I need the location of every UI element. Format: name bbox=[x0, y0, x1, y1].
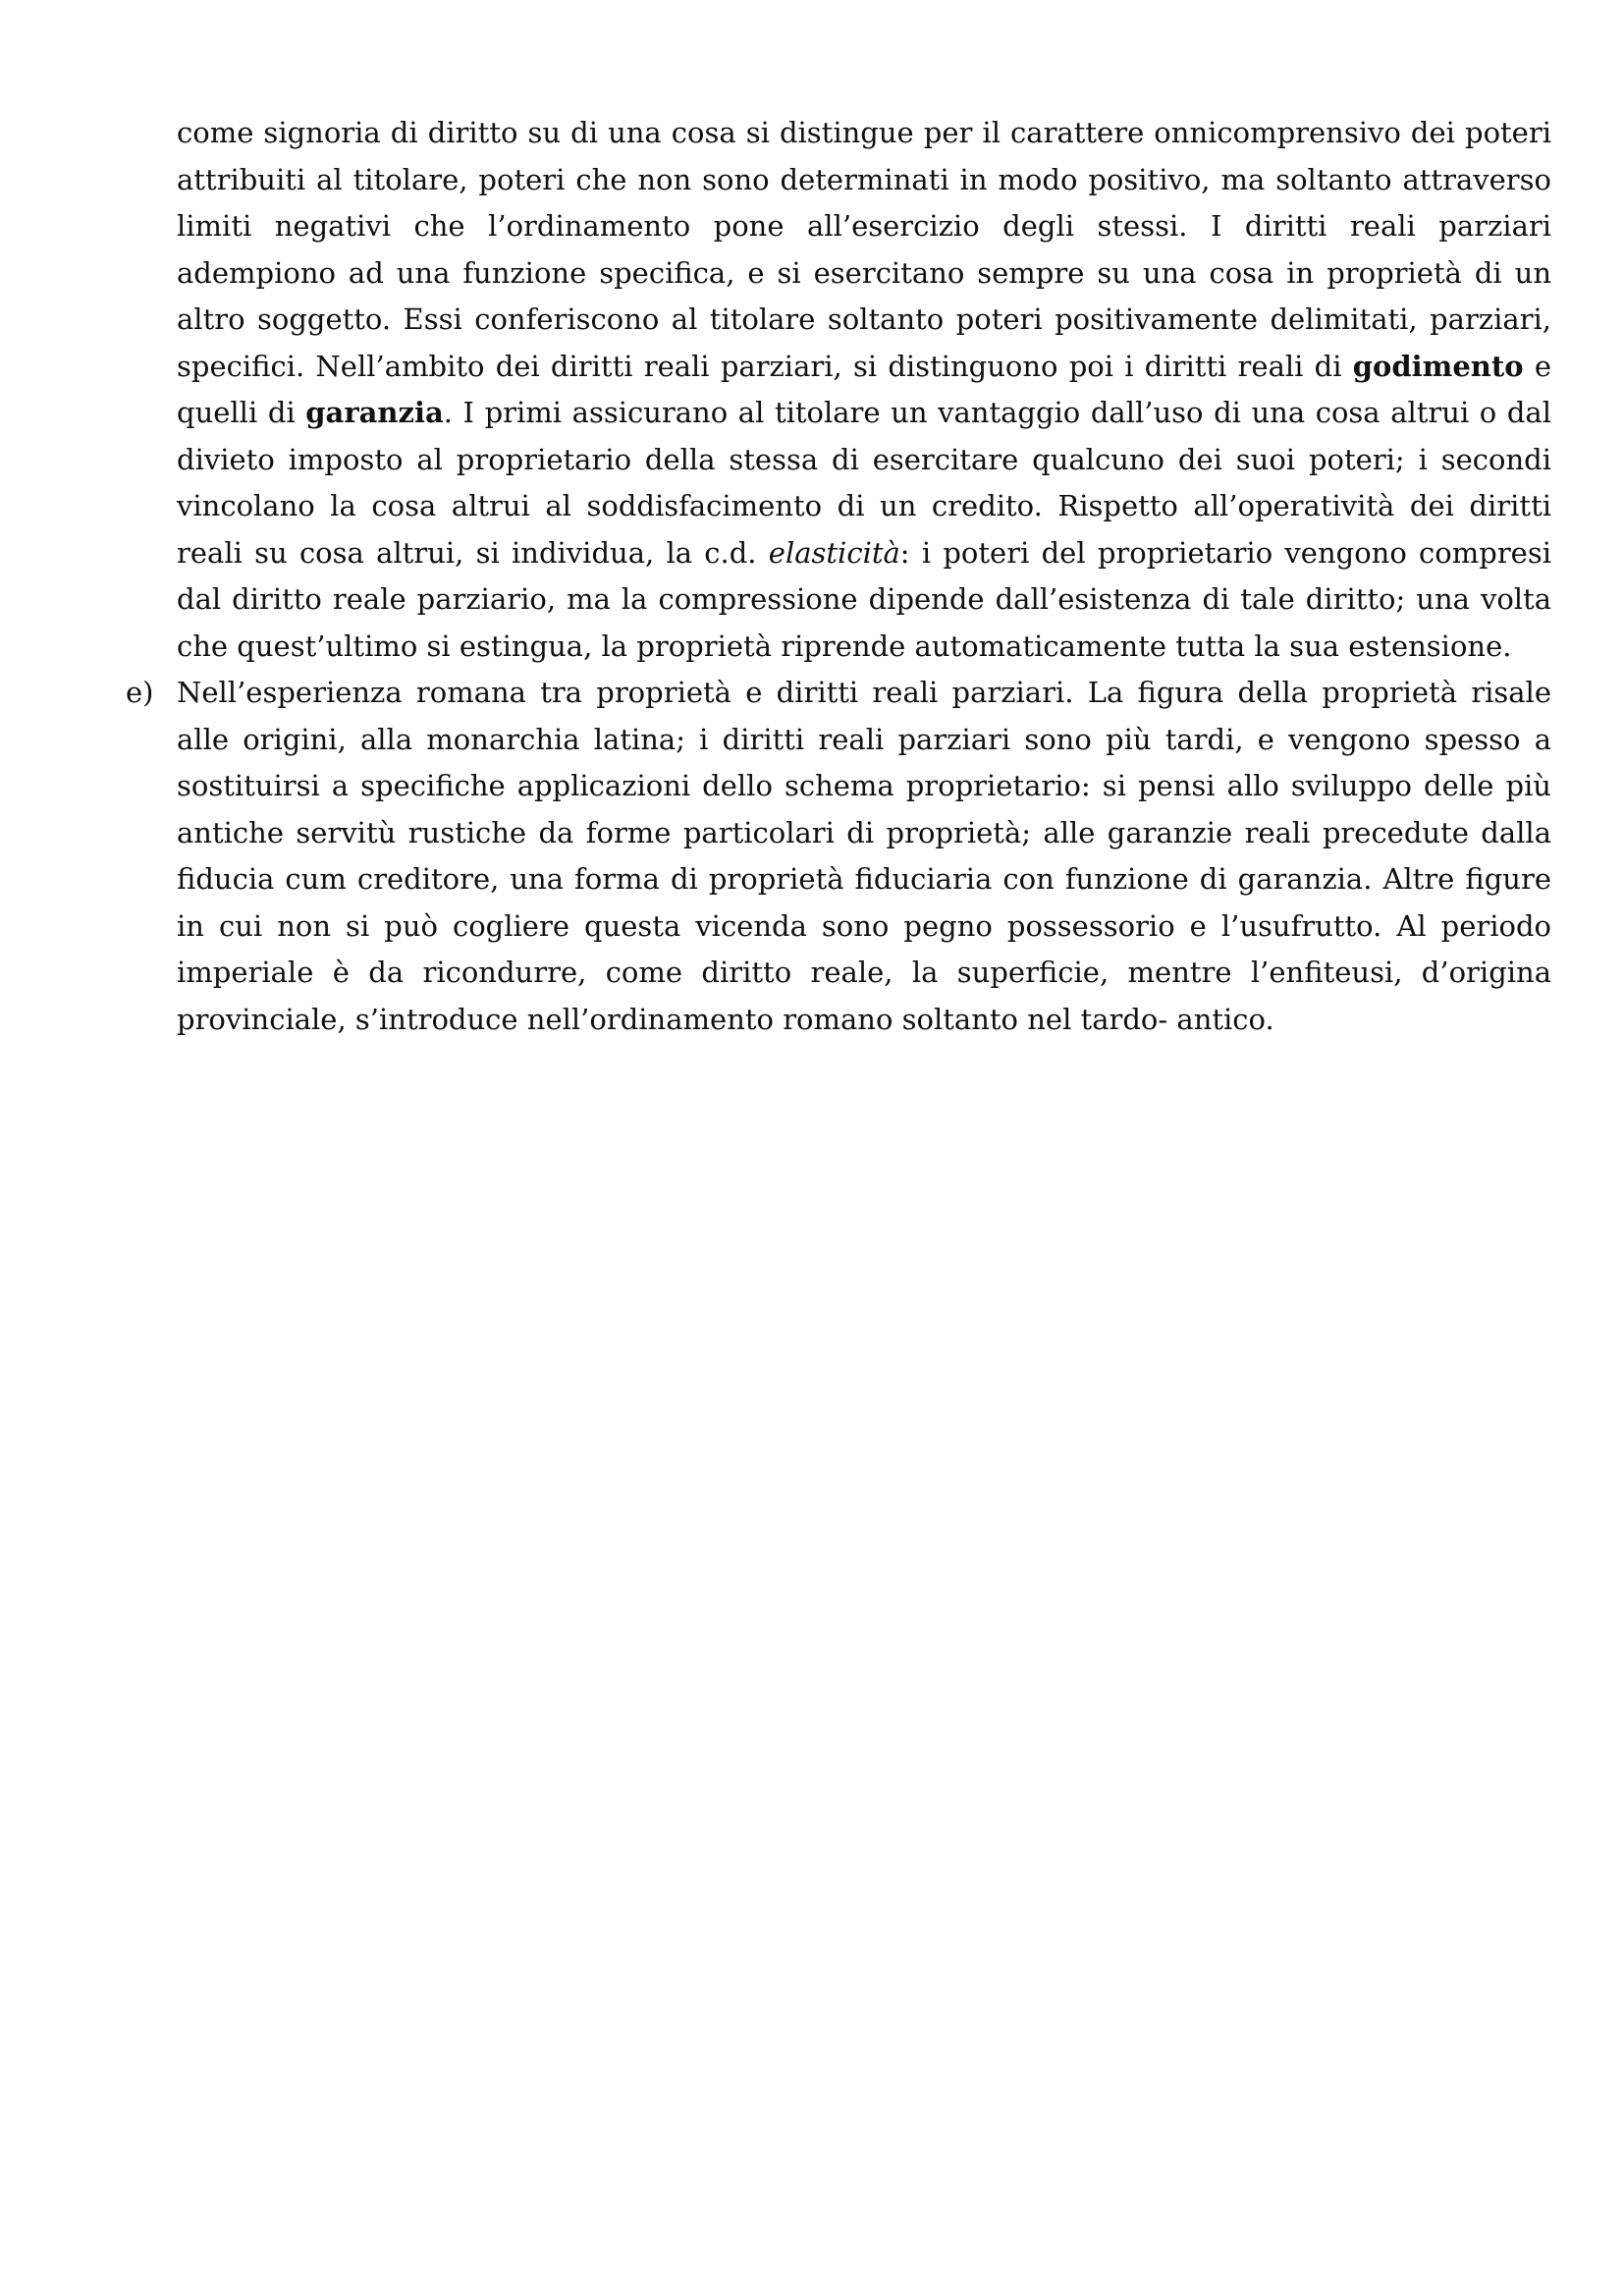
paragraph-text-2: e quelli di bbox=[177, 349, 1551, 429]
list-item-text: Nell’esperienza romana tra proprietà e diritti reali parziari. La figura della proprietà risale alle origini, alla monarchia latina; i diritti reali parziari sono più tardi, e vengono spesso a sostituirsi a specifiche applicazioni dello schema proprietario: si pensi allo sviluppo delle più antiche servitù rustiche da forme particolari di proprietà; alle garanzie reali precedute dalla fiducia cum creditore, una forma di proprietà fiduciaria con funzione di garanzia. Altre figure in cui non si può cogliere questa vicenda sono pegno possessorio e l’usufrutto. Al periodo imperiale è da ricondurre, come diritto reale, la superficie, mentre l’enfiteusi, d’origina provinciale, s’introduce nell’ordinamento romano soltanto nel tardo- antico. bbox=[177, 676, 1551, 1036]
bold-term-godimento: godimento bbox=[1352, 349, 1524, 383]
paragraph-text-3: . I primi assicurano al titolare un vantaggio dall’uso di una cosa altrui o dal divieto imposto al proprietario della stessa di esercitare qualcuno dei suoi poteri; i secondi vincolano la cosa altrui al soddisfacimento di un credito. Rispetto all’operatività dei diritti reali su cosa altrui, si individua, la c.d. bbox=[177, 396, 1551, 570]
list-marker: e) bbox=[126, 676, 154, 709]
continuation-paragraph bbox=[177, 110, 1551, 670]
list-item-e bbox=[126, 670, 1551, 1043]
italic-term-elasticita: elasticità bbox=[768, 535, 900, 570]
paragraph-text-4: : i poteri del proprietario vengono compresi dal diritto reale parziario, ma la compressione dipende dall’esistenza di tale diritto; una volta che quest’ultimo si estingua, la proprietà riprende automaticamente tutta la sua estensione. bbox=[177, 535, 1551, 663]
paragraph-text-1: come signoria di diritto su di una cosa si distingue per il carattere onnicomprensivo dei poteri attribuiti al titolare, poteri che non sono determinati in modo positivo, ma soltanto attraverso limiti negativi che l’ordinamento pone all’esercizio degli stessi. I diritti reali parziari adempiono ad una funzione specifica, e si esercitano sempre su una cosa in proprietà di un altro soggetto. Essi conferiscono al titolare soltanto poteri positivamente delimitati, parziari, specifici. Nell’ambito dei diritti reali parziari, si distinguono poi i diritti reali di bbox=[177, 116, 1551, 383]
body-text bbox=[126, 110, 1551, 1043]
bold-term-garanzia: garanzia bbox=[305, 396, 444, 429]
